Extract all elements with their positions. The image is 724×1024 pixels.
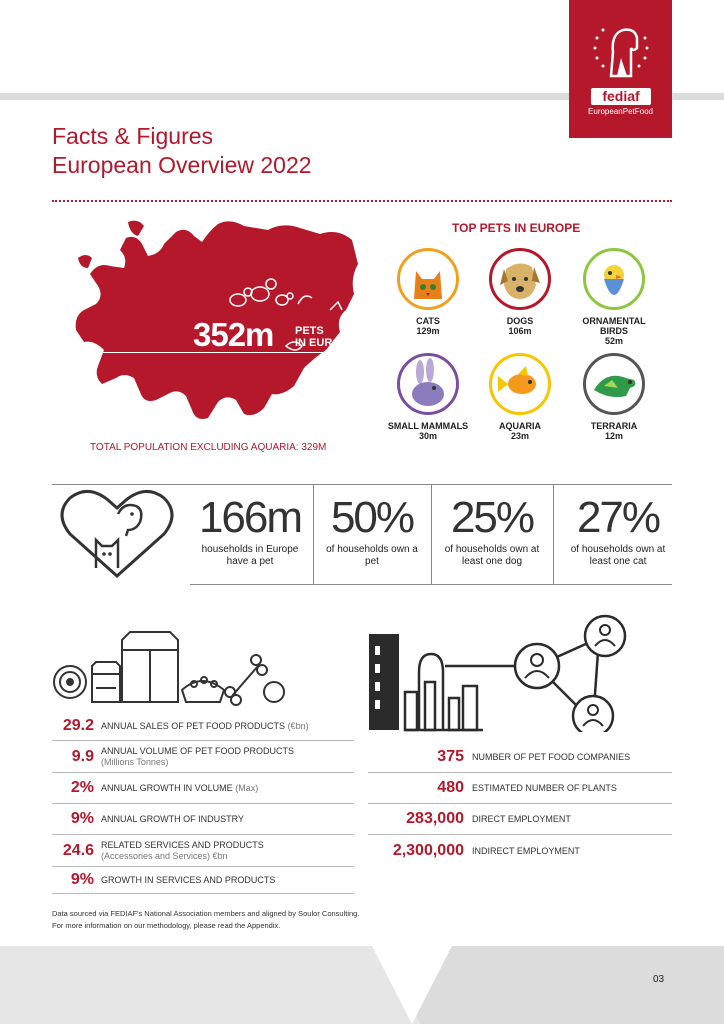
pet-cats-value: 129m bbox=[416, 326, 440, 336]
stat-own-cat-value: 27% bbox=[576, 493, 660, 542]
pets-label-line-2: IN EUROPE bbox=[295, 337, 356, 349]
pet-dogs bbox=[475, 248, 565, 336]
pets-in-europe-label bbox=[295, 325, 356, 349]
food-growth-volume-desc bbox=[101, 783, 258, 794]
food-volume-sub: (Millions Tonnes) bbox=[101, 756, 169, 767]
food-growth-services-desc: GROWTH IN SERVICES AND PRODUCTS bbox=[101, 874, 276, 885]
stat-own-pet-value: 50% bbox=[330, 493, 414, 542]
pet-aquaria bbox=[475, 353, 565, 441]
stat-separator bbox=[553, 484, 554, 584]
food-sales-value: 29.2 bbox=[62, 717, 94, 734]
food-volume-desc bbox=[101, 746, 294, 768]
pets-label-line-1: PETS bbox=[295, 325, 324, 337]
food-volume-desc-text: ANNUAL VOLUME OF PET FOOD PRODUCTS bbox=[101, 745, 295, 756]
pet-dogs-label: DOGS bbox=[506, 316, 534, 326]
food-row-growth-volume bbox=[52, 773, 354, 804]
stat-own-cat bbox=[558, 492, 678, 568]
stat-separator bbox=[313, 484, 314, 584]
stat-separator bbox=[431, 484, 432, 584]
food-related-desc bbox=[101, 840, 264, 862]
food-growth-volume-unit: (Max) bbox=[235, 782, 259, 793]
stat-own-pet-text: of households own a pet bbox=[326, 544, 418, 567]
cat-icon bbox=[397, 248, 459, 310]
pet-small-mammals-value: 30m bbox=[418, 431, 437, 441]
food-growth-volume-desc-text: ANNUAL GROWTH IN VOLUME bbox=[101, 782, 233, 793]
stat-own-cat-text: of households own at least one cat bbox=[570, 544, 666, 567]
stat-own-dog-value: 25% bbox=[450, 493, 534, 542]
dotted-divider bbox=[52, 200, 672, 202]
title-line-2: European Overview 2022 bbox=[52, 152, 312, 178]
pets-in-europe-value: 352m bbox=[193, 316, 274, 353]
top-pets-heading: TOP PETS IN EUROPE bbox=[452, 221, 581, 235]
stat-households bbox=[190, 492, 310, 568]
page-number: 03 bbox=[653, 974, 665, 985]
food-sales-unit: (€bn) bbox=[287, 720, 309, 731]
pet-dogs-value: 106m bbox=[508, 326, 532, 336]
total-population-note: TOTAL POPULATION EXCLUDING AQUARIA: 329M bbox=[90, 442, 327, 453]
fediaf-logo[interactable] bbox=[569, 0, 672, 138]
logo-tagline: EuropeanPetFood bbox=[588, 107, 653, 116]
food-row-related-services bbox=[52, 835, 354, 867]
food-volume-value: 9.9 bbox=[71, 747, 94, 765]
pet-aquaria-label: AQUARIA bbox=[499, 421, 541, 431]
footnote-line-2: For more information on our methodology, please read the Appendix. bbox=[52, 921, 281, 930]
food-row-sales bbox=[52, 712, 354, 741]
pet-cats-label: CATS bbox=[416, 316, 440, 326]
page-title bbox=[52, 122, 312, 180]
pet-aquaria-value: 23m bbox=[510, 431, 529, 441]
industry-companies-value: 375 bbox=[437, 748, 464, 765]
bottom-banner bbox=[0, 946, 724, 1024]
pet-birds-label: ORNAMENTAL BIRDS bbox=[582, 316, 646, 336]
stat-households-value: 166m bbox=[198, 493, 302, 542]
title-line-1: Facts & Figures bbox=[52, 123, 214, 149]
food-growth-industry-value: 9% bbox=[70, 810, 94, 827]
pet-birds-value: 52m bbox=[604, 336, 623, 346]
heart-pets-icon bbox=[52, 484, 182, 584]
rabbit-icon bbox=[397, 353, 459, 415]
industry-plants-value: 480 bbox=[437, 779, 464, 796]
food-related-desc-text: RELATED SERVICES AND PRODUCTS bbox=[101, 839, 264, 850]
industry-indirect-value: 2,300,000 bbox=[392, 841, 464, 859]
stat-own-dog bbox=[434, 492, 550, 568]
industry-companies-desc: NUMBER OF PET FOOD COMPANIES bbox=[472, 752, 631, 762]
industry-network-icon bbox=[365, 612, 665, 732]
food-row-volume bbox=[52, 741, 354, 773]
map-rule bbox=[100, 352, 355, 353]
stat-own-dog-text: of households own at least one dog bbox=[444, 544, 540, 567]
food-row-growth-services bbox=[52, 867, 354, 894]
logo-wordmark: fediaf bbox=[591, 88, 651, 105]
bird-icon bbox=[583, 248, 645, 310]
dog-star-emblem-icon bbox=[587, 18, 655, 86]
industry-direct-value: 283,000 bbox=[406, 810, 464, 827]
pet-birds bbox=[569, 248, 659, 346]
food-related-sub: (Accessories and Services) €bn bbox=[101, 850, 228, 861]
food-sales-desc-text: ANNUAL SALES OF PET FOOD PRODUCTS bbox=[101, 720, 286, 731]
food-related-value: 24.6 bbox=[62, 841, 94, 859]
turtle-icon bbox=[583, 353, 645, 415]
food-growth-volume-value: 2% bbox=[70, 779, 94, 796]
food-sales-desc bbox=[101, 721, 309, 732]
industry-row-direct bbox=[368, 804, 672, 835]
pet-terraria-value: 12m bbox=[604, 431, 623, 441]
food-growth-services-value: 9% bbox=[70, 871, 94, 888]
industry-row-companies bbox=[368, 742, 672, 773]
industry-row-indirect bbox=[368, 835, 672, 866]
pet-small-mammals bbox=[383, 353, 473, 441]
industry-row-plants bbox=[368, 773, 672, 804]
fish-icon bbox=[489, 353, 551, 415]
pet-small-mammals-label: SMALL MAMMALS bbox=[387, 421, 469, 431]
food-growth-industry-desc: ANNUAL GROWTH OF INDUSTRY bbox=[101, 813, 245, 824]
dog-icon bbox=[489, 248, 551, 310]
food-row-growth-industry bbox=[52, 804, 354, 835]
footnote-line-1: Data sourced via FEDIAF's National Association members and aligned by Soulor Consulting. bbox=[52, 909, 360, 918]
pet-cats bbox=[383, 248, 473, 336]
stat-own-pet bbox=[316, 492, 428, 568]
pet-terraria bbox=[569, 353, 659, 441]
pet-food-products-icon bbox=[52, 630, 292, 710]
stats-bottom-rule bbox=[190, 584, 672, 585]
industry-plants-desc: ESTIMATED NUMBER OF PLANTS bbox=[472, 783, 617, 793]
pet-terraria-label: TERRARIA bbox=[590, 421, 638, 431]
stat-households-text: households in Europe have a pet bbox=[201, 544, 299, 567]
industry-direct-desc: DIRECT EMPLOYMENT bbox=[472, 814, 571, 824]
data-source-footnote bbox=[52, 908, 359, 932]
industry-indirect-desc: INDIRECT EMPLOYMENT bbox=[472, 845, 580, 856]
